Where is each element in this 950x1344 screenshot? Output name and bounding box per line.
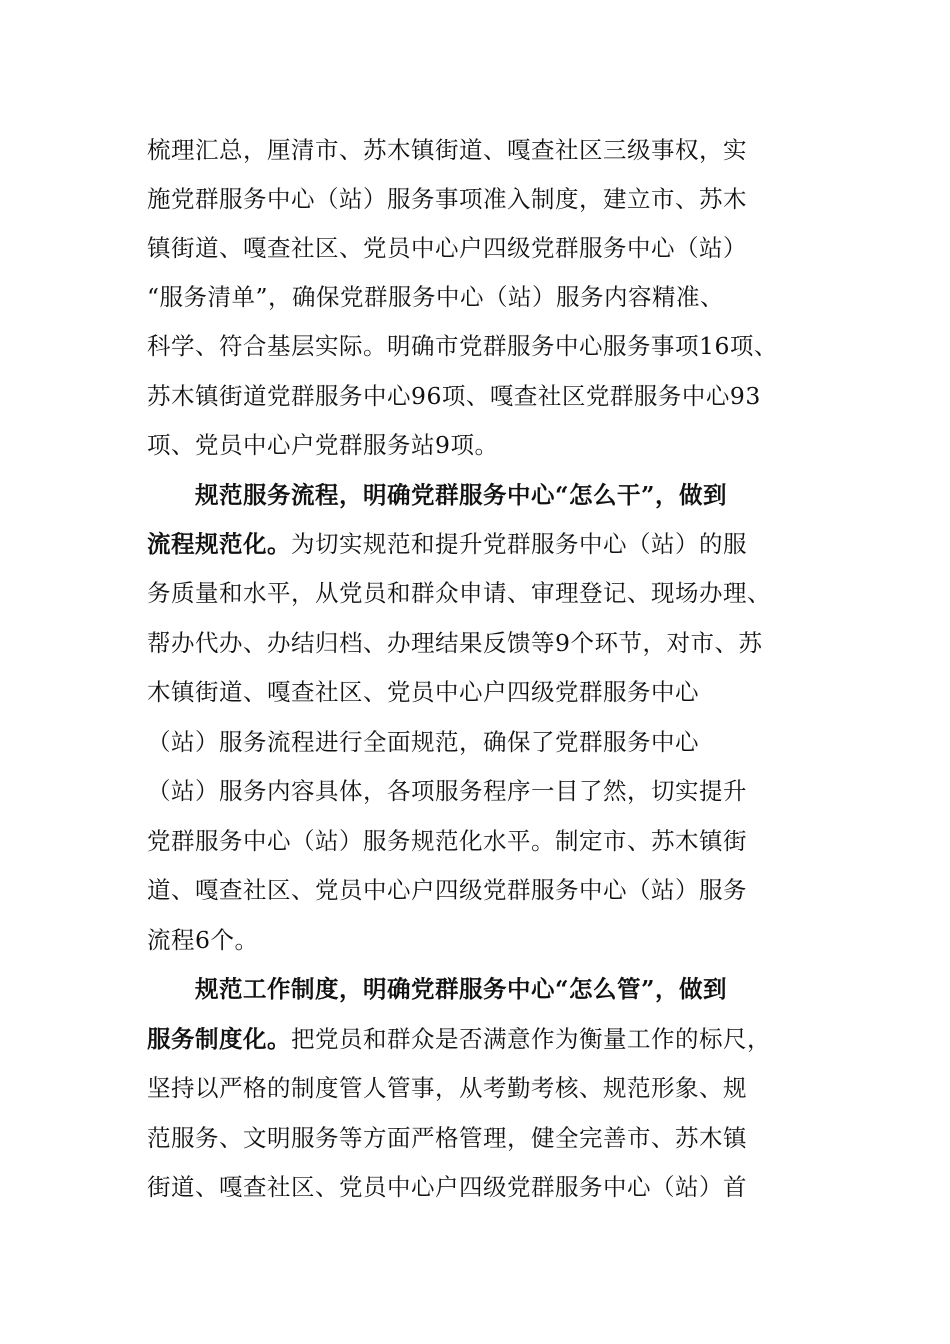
text-line: 苏木镇街道党群服务中心96项、嘎查社区党群服务中心93 <box>147 382 761 410</box>
text-line: “服务清单”，确保党群服务中心（站）服务内容精准、 <box>147 283 725 311</box>
text-span: 为切实规范和提升党群服务中心（站）的服 <box>291 530 747 558</box>
text-line: 务质量和水平，从党员和群众申请、审理登记、现场办理、 <box>147 579 771 607</box>
text-line: 流程6个。 <box>147 926 259 954</box>
text-line: 梳理汇总，厘清市、苏木镇街道、嘎查社区三级事权，实 <box>147 136 747 164</box>
text-line <box>147 1019 771 1059</box>
text-line: （站）服务内容具体，各项服务程序一目了然，切实提升 <box>147 777 747 805</box>
text-line: 范服务、文明服务等方面严格管理，健全完善市、苏木镇 <box>147 1124 747 1152</box>
text-line: 项、党员中心户党群服务站9项。 <box>147 431 499 459</box>
bold-lead: 流程规范化。 <box>147 530 291 558</box>
text-line: 施党群服务中心（站）服务事项准入制度，建立市、苏木 <box>147 185 747 213</box>
text-line: 街道、嘎查社区、党员中心户四级党群服务中心（站）首 <box>147 1173 747 1201</box>
text-line: 帮办代办、办结归档、办理结果反馈等9个环节，对市、苏 <box>147 629 763 657</box>
text-line: 道、嘎查社区、党员中心户四级党群服务中心（站）服务 <box>147 876 747 904</box>
text-line: 镇街道、嘎查社区、党员中心户四级党群服务中心（站） <box>147 234 747 262</box>
text-line: 党群服务中心（站）服务规范化水平。制定市、苏木镇街 <box>147 827 747 855</box>
text-line: 木镇街道、嘎查社区、党员中心户四级党群服务中心 <box>147 678 699 706</box>
section-heading-system: 规范工作制度，明确党群服务中心“怎么管”，做到 <box>195 975 728 1003</box>
text-line <box>147 524 747 564</box>
bold-lead: 服务制度化。 <box>147 1025 291 1053</box>
text-line: 坚持以严格的制度管人管事，从考勤考核、规范形象、规 <box>147 1074 747 1102</box>
text-line: 科学、符合基层实际。明确市党群服务中心服务事项16项、 <box>147 332 778 360</box>
section-heading-process: 规范服务流程，明确党群服务中心“怎么干”，做到 <box>195 481 728 509</box>
text-line: （站）服务流程进行全面规范，确保了党群服务中心 <box>147 728 699 756</box>
text-span: 把党员和群众是否满意作为衡量工作的标尺， <box>291 1025 771 1053</box>
